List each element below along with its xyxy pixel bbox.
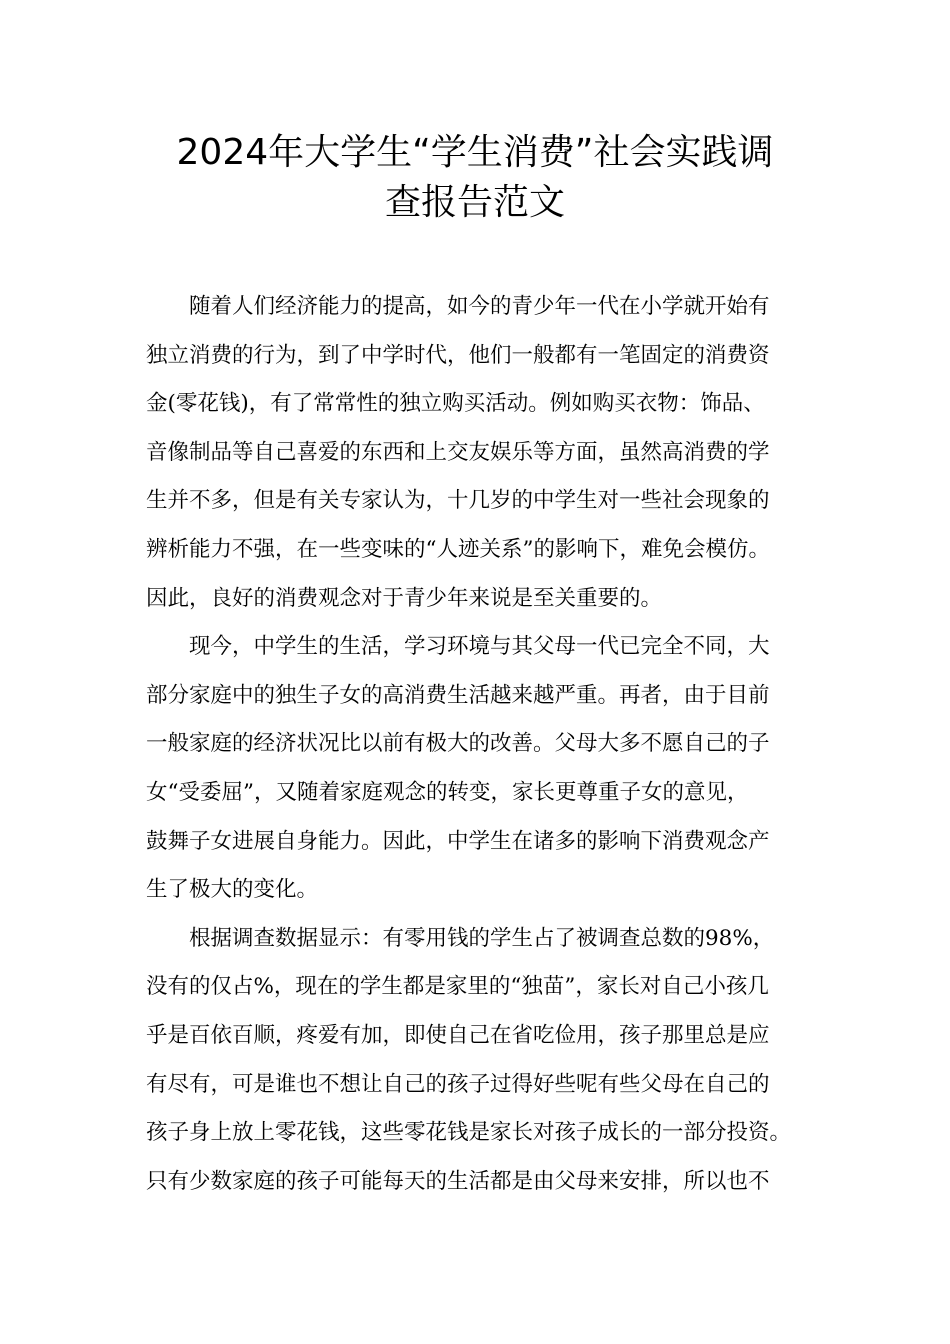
text-line: 生了极大的变化。	[146, 877, 319, 903]
text-line: 没有的仅占%，现在的学生都是家里的“独苗”，家长对自己小孩几	[146, 974, 769, 1000]
text-line: 乎是百依百顺，疼爱有加，即使自己在省吃俭用，孩子那里总是应	[146, 1022, 770, 1048]
document-body	[146, 283, 826, 1206]
text-line: 辨析能力不强，在一些变味的“人迹关系”的影响下，难免会模仿。	[146, 536, 770, 562]
text-line: 孩子身上放上零花钱，这些零花钱是家长对孩子成长的一部分投资。	[146, 1120, 792, 1146]
text-line: 金(零花钱)，有了常常性的独立购买活动。例如购买衣物：饰品、	[146, 391, 765, 417]
title-line-2: 查报告范文	[384, 182, 565, 223]
text-line: 部分家庭中的独生子女的高消费生活越来越严重。再者，由于目前	[146, 682, 770, 708]
text-line: 随着人们经济能力的提高，如今的青少年一代在小学就开始有	[189, 294, 770, 319]
text-line: 现今，中学生的生活，学习环境与其父母一代已完全不同，大	[189, 634, 770, 660]
paragraph-3	[146, 915, 826, 1207]
text-line: 因此，良好的消费观念对于青少年来说是至关重要的。	[146, 585, 663, 611]
paragraph-2	[146, 623, 826, 915]
paragraph-1	[146, 283, 826, 623]
text-line: 有尽有，可是谁也不想让自己的孩子过得好些呢有些父母在自己的	[146, 1071, 770, 1097]
text-line: 鼓舞子女进展自身能力。因此，中学生在诸多的影响下消费观念产	[146, 828, 770, 854]
title-line-1: 2024年大学生“学生消费”社会实践调	[176, 132, 774, 173]
text-line: 独立消费的行为，到了中学时代，他们一般都有一笔固定的消费资	[146, 342, 770, 368]
text-line: 只有少数家庭的孩子可能每天的生活都是由父母来安排，所以也不	[146, 1168, 770, 1194]
text-line: 根据调查数据显示：有零用钱的学生占了被调查总数的98%，	[189, 925, 775, 951]
text-line: 生并不多，但是有关专家认为，十几岁的中学生对一些社会现象的	[146, 488, 770, 514]
text-line: 一般家庭的经济状况比以前有极大的改善。父母大多不愿自己的子	[146, 731, 770, 757]
document-title	[100, 128, 850, 228]
text-line: 女“受委屈”，又随着家庭观念的转变，家长更尊重子女的意见，	[146, 779, 749, 805]
text-line: 音像制品等自己喜爱的东西和上交友娱乐等方面，虽然高消费的学	[146, 439, 770, 465]
